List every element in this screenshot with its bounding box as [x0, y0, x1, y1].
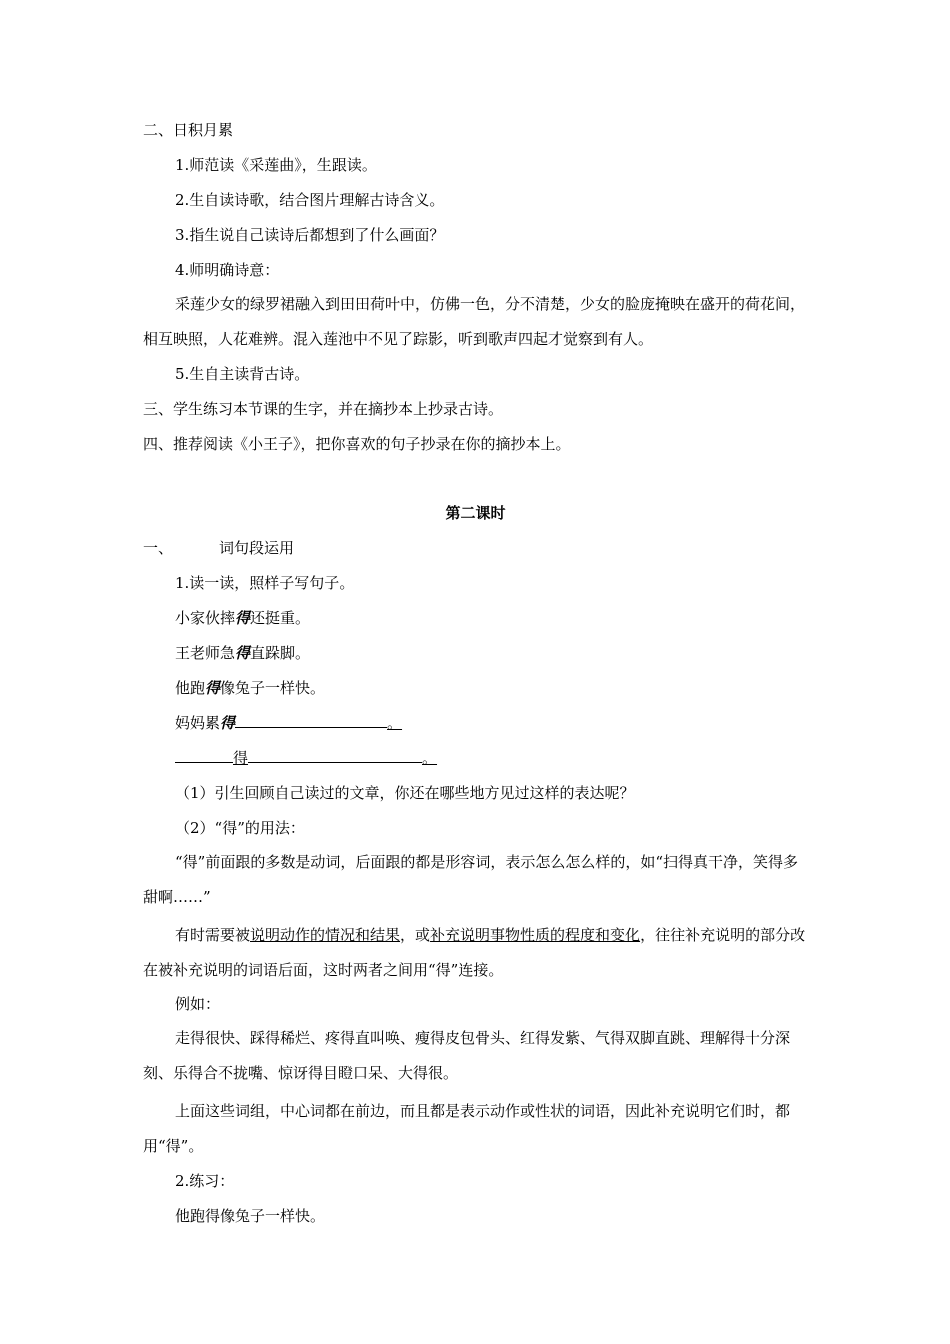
question-2: （2）“得”的用法：: [175, 819, 305, 837]
example-sentence-2: 王老师急得直跺脚。: [175, 644, 311, 662]
underlined-phrase: 补充说明事物性质的程度和变化: [430, 926, 641, 944]
example-words: 走得很快、踩得稀烂、疼得直叫唤、瘦得皮包骨头、红得发紫、气得双脚直跳、理解得十分深刻、乐得合不拢嘴、惊讶得目瞪口呆、大得很。: [143, 1029, 791, 1082]
question-1: （1）引生回顾自己读过的文章，你还在哪些地方见过这样的表达呢？: [175, 784, 635, 802]
step-4: 4.师明确诗意：: [175, 261, 280, 279]
underlined-phrase: 说明动作的情况和结果: [250, 926, 401, 944]
section-heading-2: 二、日积月累: [143, 121, 234, 139]
section-heading-3: 三、学生练习本节课的生字，并在摘抄本上抄录古诗。: [143, 400, 504, 418]
part-label: 词句段运用: [219, 539, 295, 557]
example-sentence-3: 他跑得像兔子一样快。: [175, 679, 326, 697]
explanation-paragraph: 有时需要被说明动作的情况和结果，或补充说明事物性质的程度和变化，往往补充说明的部分改在被补充说明的词语后面，这时两者之间用“得”连接。: [143, 926, 806, 979]
step-1: 1.师范读《采莲曲》，生跟读。: [175, 156, 377, 174]
summary-paragraph: 上面这些词组，中心词都在前边，而且都是表示动作或性状的词语，因此补充说明它们时，都用“得”。: [143, 1102, 791, 1155]
highlight-de: 得: [205, 679, 221, 697]
document-body: [143, 116, 808, 1237]
part-heading-1: [143, 534, 808, 569]
usage-paragraph: “得”前面跟的多数是动词，后面跟的都是形容词，表示怎么怎么样的，如“扫得真干净，笑得多甜啊……”: [143, 853, 799, 906]
step-3: 3.指生说自己读诗后都想到了什么画面？: [175, 226, 445, 244]
highlight-de: 得: [235, 644, 251, 662]
example-label: 例如：: [175, 995, 221, 1013]
fill-blank[interactable]: [175, 744, 233, 763]
highlight-de: 得: [235, 609, 251, 627]
fill-blank[interactable]: [235, 709, 387, 728]
practice-sentence: 他跑得像兔子一样快。: [175, 1207, 326, 1225]
task-2: 2.练习：: [175, 1172, 235, 1190]
fill-in-sentence-1: 妈妈累得 。: [143, 709, 808, 744]
fill-in-sentence-2: 得 。: [143, 744, 808, 779]
example-sentence-1: 小家伙摔得还挺重。: [175, 609, 311, 627]
lesson-title: 第二课时: [445, 504, 506, 522]
task-1: 1.读一读，照样子写句子。: [175, 574, 355, 592]
step-5: 5.生自主读背古诗。: [175, 365, 310, 383]
poem-meaning: 采莲少女的绿罗裙融入到田田荷叶中，仿佛一色，分不清楚，少女的脸庞掩映在盛开的荷花间，相互映照，人花难辨。混入莲池中不见了踪影，听到歌声四起才觉察到有人。: [143, 295, 806, 348]
spacer: [143, 465, 808, 499]
part-number: 一、: [143, 539, 174, 557]
section-heading-4: 四、推荐阅读《小王子》，把你喜欢的句子抄录在你的摘抄本上。: [143, 435, 571, 453]
fill-blank[interactable]: [248, 744, 422, 763]
step-2: 2.生自读诗歌，结合图片理解古诗含义。: [175, 191, 445, 209]
